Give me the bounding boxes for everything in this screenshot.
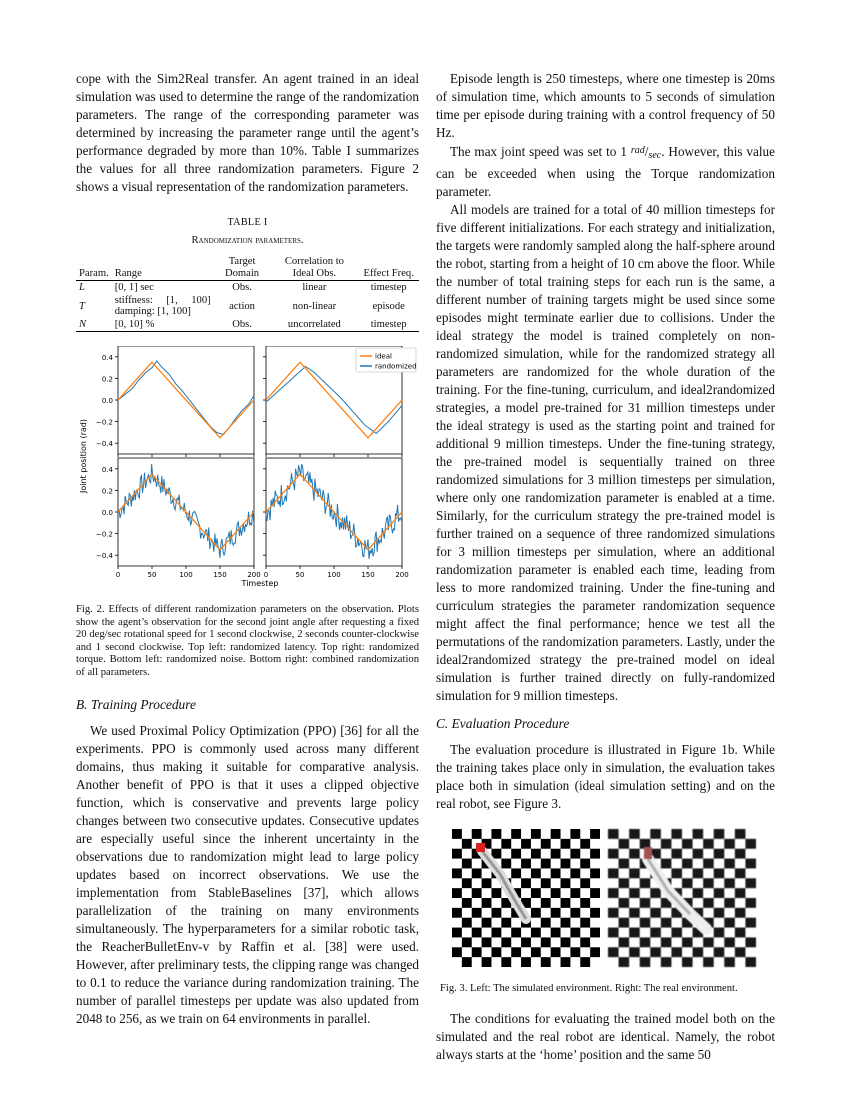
table-header: Param.: [79, 268, 109, 279]
table-header: Effect Freq.: [363, 268, 414, 279]
section-c-text: The evaluation procedure is illustrated in Figure 1b. While the training takes place only in simulation, the evaluation takes place both in simulation (ideal simulation setting) and on the real robot, see Figure 3.: [436, 742, 775, 811]
table-header: Correlation to Ideal Obs.: [284, 256, 344, 279]
x-tick-label: 150: [361, 571, 375, 579]
x-tick-label: 200: [247, 571, 261, 579]
section-c-title: C. Evaluation Procedure: [436, 716, 570, 731]
table-cell: T: [79, 300, 85, 312]
y-tick-label: 0.2: [101, 375, 113, 384]
right-column: [436, 70, 775, 1064]
x-axis-label: Timestep: [241, 579, 279, 588]
table-cell: Obs.: [232, 319, 252, 330]
table-cell: N: [79, 319, 87, 330]
x-tick-label: 50: [147, 571, 157, 579]
x-tick-label: 200: [395, 571, 409, 579]
table-cell: L: [79, 282, 85, 293]
table-row: [76, 318, 419, 332]
table-cell: [0, 1] sec: [114, 282, 154, 293]
simulated-environment-image: [452, 829, 600, 967]
x-tick-label: 0: [115, 571, 121, 579]
joint-speed-paragraph: The max joint speed was set to 1 $^{rad}$/sec. However, this value can be exceeded when using the Torque randomization parameter.: [436, 144, 775, 199]
figure-2-caption: Fig. 2. Effects of different randomization parameters on the observation. Plots show the agent’s observation for the second joint angle after requesting a fixed 20 deg/sec rotational speed for 1 second clockwise, 2 seconds counter-clockwise and 1 second clockwise. Top left: randomized latency. Top right: randomized torque. Bottom left: randomized noise. Bottom right: combined randomization of all parameters.: [76, 604, 419, 678]
y-tick-label: −0.4: [96, 440, 113, 449]
x-tick-label: 150: [213, 571, 227, 579]
table-cell: action: [229, 300, 255, 312]
table-title: TABLE I: [227, 217, 268, 228]
x-tick-label: 100: [179, 571, 193, 579]
y-axis-label: Joint position (rad): [79, 419, 88, 493]
y-tick-label: −0.4: [96, 552, 113, 561]
x-tick-label: 0: [263, 571, 269, 579]
table-cell: stiffness: [1, 100] damping: [1, 100]: [114, 295, 211, 317]
episode-length-paragraph: Episode length is 250 timesteps, where one timestep is 20ms of simulation time, which amounts to 5 seconds of simulation time per episode during training with a control frequency of 50 Hz.: [436, 71, 775, 140]
training-paragraph: All models are trained for a total of 40 million timesteps for five different initializations. For each strategy and initialization, the targets were randomly sampled along the half-sphere around the robot, starting from a height of 10 cm above the floor. While the number of total training steps for each run is the same, a different number of training targets might be used since some episodes might terminate earlier due to collisions. Under the ideal strategy the model is trained completely on non-randomized simulation, while for the randomized strategy all parameters are randomized for the whole duration of the training. For the fine-tuning, curriculum, and ideal2randomized strategies, a model pre-trained for 31 million timesteps under the ideal strategy is used as the starting point and trained for additional 9 million timesteps. Under the fine-tuning strategy, the pre-trained model is sequentially trained on three randomized simulations for 3 million timesteps per simulation, where only one randomization parameter is enabled at a time. Similarly, for the curriculum strategy the pre-trained model is further trained on a sequence of three randomized simulations for 3 million timesteps per simulation, where an additional randomization parameter is enabled each time, leading from less to more randomized training. Under the fine-tuning and curriculum strategies the parameter randomization sequence might affect the final performance; hence we test all the permutations of the randomization parameters. Lastly, under the ideal2randomized strategy the pre-trained model on ideal simulation is further trained directly on fully-randomized simulation for 9 million timesteps.: [436, 202, 775, 703]
y-tick-label: 0.0: [101, 509, 113, 517]
y-tick-label: −0.2: [96, 418, 113, 427]
table-cell: timestep: [370, 319, 407, 330]
section-b-text: We used Proximal Policy Optimization (PPO) [36] for all the experiments. PPO is commonly used across many different domains, thus making it suitable for comparative analysis. Another benefit of PPO is that it uses a clipped objective function, which is conservative and prevents large policy changes between two consecutive updates. Consecutive updates are especially useful since the inherent uncertainty in the observations due to randomization might lead to large policy updates based on incorrect observations. We use the implementation from StableBaselines [37], which allows parallelization of the training on many environments simultaneously. The hyperparameters for a similar robotic task, the ReacherBulletEnv-v by Raffin et al. [38] were used. However, after preliminary tests, the clipping range was changed to 0.1 to reduce the variance during randomization training. The number of parallel timesteps per update was also updated from 2048 to 256, as we train on 64 environments in parallel.: [76, 722, 419, 1026]
table-row: [76, 294, 419, 318]
figure-2-chart: [76, 346, 419, 596]
left-column: [76, 70, 419, 1028]
unit-denominator: sec: [648, 150, 662, 161]
table-cell: timestep: [370, 282, 407, 293]
table-cell: uncorrelated: [287, 319, 341, 330]
table-cell: Obs.: [232, 282, 252, 293]
table-subtitle: Randomization parameters.: [191, 235, 304, 246]
table-cell: [0, 10] %: [114, 319, 155, 330]
evaluation-conditions-paragraph: The conditions for evaluating the trained model both on the simulated and the real robot are identical. Namely, the robot always starts at the ‘home’ position and the same 50: [436, 1010, 775, 1062]
table-header: Target Domain: [224, 256, 260, 279]
table-row: [76, 281, 419, 295]
x-tick-label: 50: [295, 571, 305, 579]
y-tick-label: 0.0: [101, 397, 113, 405]
section-b-title: B. Training Procedure: [76, 696, 196, 712]
x-tick-label: 100: [327, 571, 341, 579]
table-header: Range: [114, 268, 142, 279]
unit-numerator: rad: [630, 145, 645, 156]
real-environment-image: [608, 829, 756, 967]
y-tick-label: −0.2: [96, 530, 113, 539]
figure-3-caption: Fig. 3. Left: The simulated environment. Right: The real environment.: [440, 983, 738, 994]
y-tick-label: 0.4: [101, 353, 113, 362]
legend-label-ideal: ideal: [375, 352, 392, 361]
table-cell: non-linear: [292, 300, 337, 312]
y-tick-label: 0.4: [101, 465, 113, 474]
figure-3: [436, 827, 775, 977]
intro-paragraph: cope with the Sim2Real transfer. An agent trained in an ideal simulation was used to determine the range of the randomization parameters. The range of the corresponding parameter was determined by increasing the parameter range until the agent’s performance degraded by more than 10%. Table I summarizes the values for all three randomization parameters. Figure 2 shows a visual representation of the randomization parameters.: [76, 71, 419, 194]
legend-label-randomized: randomized: [375, 362, 417, 371]
y-tick-label: 0.2: [101, 487, 113, 496]
randomization-table: [76, 256, 419, 332]
table-cell: episode: [372, 300, 405, 312]
table-cell: linear: [302, 282, 327, 293]
